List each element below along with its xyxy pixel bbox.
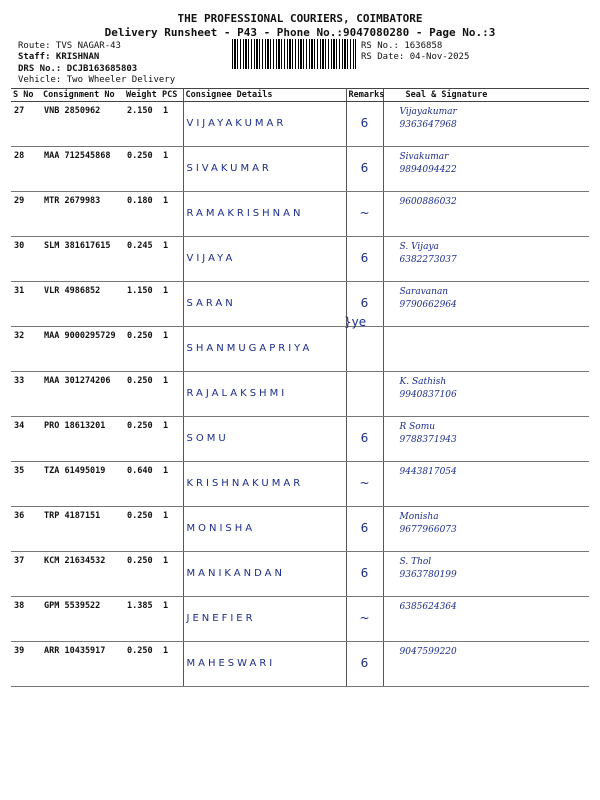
cell-sno: 36 (11, 507, 41, 552)
table-row (11, 237, 589, 282)
cell-weight: 0.640 (124, 462, 160, 507)
cell-remarks (346, 507, 383, 552)
signature-name: Vijayakumar (399, 107, 457, 117)
col-header-sno: S No (11, 89, 41, 102)
remark-mark: ~ (359, 206, 370, 220)
signature-name: K. Sathish (399, 377, 447, 387)
cell-pcs: 1 (160, 102, 183, 147)
col-header-consignee: Consignee Details (183, 89, 346, 102)
cell-consignment: VNB 2850962 (41, 102, 124, 147)
cell-remarks (346, 462, 383, 507)
cell-signature (383, 552, 589, 597)
cell-consignment: MAA 301274206 (41, 372, 124, 417)
cell-sno: 34 (11, 417, 41, 462)
col-header-signature: Seal & Signature (383, 89, 589, 102)
cell-consignee (183, 282, 346, 327)
cell-consignee (183, 237, 346, 282)
table-row (11, 597, 589, 642)
table-row (11, 282, 589, 327)
consignee-name: SARAN (186, 298, 236, 309)
cell-signature (383, 417, 589, 462)
cell-consignee (183, 462, 346, 507)
cell-pcs: 1 (160, 552, 183, 597)
remark-mark: 6 (360, 566, 369, 580)
table-row (11, 507, 589, 552)
cell-signature (383, 462, 589, 507)
cell-sno: 35 (11, 462, 41, 507)
cell-sno: 32 (11, 327, 41, 372)
drs-number: DRS No.: DCJB163685803 (18, 64, 138, 74)
cell-signature (383, 192, 589, 237)
cell-pcs: 1 (160, 417, 183, 462)
col-header-pcs: PCS (160, 89, 183, 102)
cell-remarks (346, 552, 383, 597)
remark-mark: 6 (360, 251, 369, 265)
signature-name: Saravanan (399, 287, 449, 297)
cell-pcs: 1 (160, 282, 183, 327)
signature-phone: 9363647968 (399, 120, 457, 130)
vehicle-label: Vehicle: Two Wheeler Delivery (18, 75, 176, 85)
cell-pcs: 1 (160, 642, 183, 687)
consignee-name: MONISHA (186, 523, 256, 534)
cell-sno: 38 (11, 597, 41, 642)
signature-phone: 9894094422 (399, 165, 457, 175)
cell-remarks (346, 327, 383, 372)
cell-weight: 0.250 (124, 372, 160, 417)
consignee-name: RAMAKRISHNAN (186, 208, 304, 219)
cell-consignment: TRP 4187151 (41, 507, 124, 552)
cell-weight: 0.250 (124, 642, 160, 687)
cell-pcs: 1 (160, 192, 183, 237)
cell-pcs: 1 (160, 327, 183, 372)
signature-phone: 9940837106 (399, 390, 457, 400)
cell-remarks (346, 417, 383, 462)
cell-consignment: ARR 10435917 (41, 642, 124, 687)
cell-pcs: 1 (160, 462, 183, 507)
col-header-weight: Weight (124, 89, 160, 102)
cell-signature (383, 372, 589, 417)
consignee-name: SIVAKUMAR (186, 163, 272, 174)
cell-pcs: 1 (160, 237, 183, 282)
table-row (11, 192, 589, 237)
cell-remarks (346, 372, 383, 417)
company-title: THE PROFESSIONAL COURIERS, COIMBATORE (177, 12, 423, 25)
cell-consignment: MTR 2679983 (41, 192, 124, 237)
cell-consignee (183, 192, 346, 237)
cell-consignment: MAA 712545868 (41, 147, 124, 192)
table-row (11, 102, 589, 147)
cell-weight: 0.250 (124, 552, 160, 597)
cell-sno: 37 (11, 552, 41, 597)
cell-weight: 0.250 (124, 147, 160, 192)
cell-weight: 1.385 (124, 597, 160, 642)
signature-phone: 9443817054 (399, 467, 457, 477)
table-row (11, 642, 589, 687)
remark-mark: ~ (359, 476, 370, 490)
cell-consignee (183, 597, 346, 642)
cell-sno: 39 (11, 642, 41, 687)
consignee-name: KRISHNAKUMAR (186, 478, 304, 489)
cell-consignee (183, 507, 346, 552)
table-row (11, 372, 589, 417)
bracket-scribble: }ye (344, 315, 367, 329)
cell-consignee (183, 417, 346, 462)
col-header-remarks: Remarks (346, 89, 383, 102)
rs-date: RS Date: 04-Nov-2025 (361, 52, 470, 62)
table-row (11, 147, 589, 192)
consignee-name: SOMU (186, 433, 229, 444)
cell-weight: 0.250 (124, 507, 160, 552)
cell-consignment: KCM 21634532 (41, 552, 124, 597)
remark-mark: ~ (359, 611, 370, 625)
cell-signature (383, 327, 589, 372)
consignee-name: VIJAYAKUMAR (186, 118, 287, 129)
cell-consignee (183, 552, 346, 597)
signature-name: S. Thol (399, 557, 432, 567)
signature-phone: 9363780199 (399, 570, 457, 580)
cell-remarks (346, 192, 383, 237)
cell-sno: 30 (11, 237, 41, 282)
cell-signature (383, 237, 589, 282)
cell-signature (383, 282, 589, 327)
cell-remarks (346, 147, 383, 192)
barcode (232, 39, 356, 69)
remark-mark: 6 (360, 116, 369, 130)
cell-weight: 0.245 (124, 237, 160, 282)
cell-consignment: SLM 381617615 (41, 237, 124, 282)
consignee-name: JENEFIER (186, 613, 256, 624)
consignee-name: SHANMUGAPRIYA (186, 343, 313, 354)
signature-phone: 6382273037 (399, 255, 457, 265)
cell-remarks (346, 597, 383, 642)
cell-pcs: 1 (160, 507, 183, 552)
signature-name: R Somu (399, 422, 436, 432)
signature-phone: 9600886032 (399, 197, 457, 207)
cell-weight: 1.150 (124, 282, 160, 327)
cell-consignee (183, 102, 346, 147)
cell-weight: 0.250 (124, 327, 160, 372)
table-row (11, 552, 589, 597)
rs-number: RS No.: 1636858 (361, 41, 443, 51)
table-row (11, 417, 589, 462)
signature-name: Monisha (399, 512, 439, 522)
cell-remarks (346, 102, 383, 147)
cell-consignment: PRO 18613201 (41, 417, 124, 462)
consignee-name: VIJAYA (186, 253, 236, 264)
cell-pcs: 1 (160, 597, 183, 642)
cell-signature (383, 507, 589, 552)
cell-remarks (346, 642, 383, 687)
cell-consignee (183, 327, 346, 372)
table-row (11, 462, 589, 507)
signature-phone: 9790662964 (399, 300, 457, 310)
cell-consignee (183, 147, 346, 192)
route-label: Route: TVS NAGAR-43 (18, 41, 121, 51)
cell-consignee (183, 372, 346, 417)
cell-pcs: 1 (160, 147, 183, 192)
cell-weight: 2.150 (124, 102, 160, 147)
signature-phone: 9677966073 (399, 525, 457, 535)
remark-mark: 6 (360, 431, 369, 445)
signature-name: S. Vijaya (399, 242, 439, 252)
cell-consignment: GPM 5539522 (41, 597, 124, 642)
table-row (11, 327, 589, 372)
cell-signature (383, 597, 589, 642)
table-header-row (11, 89, 589, 102)
cell-signature (383, 642, 589, 687)
staff-label: Staff: KRISHNAN (18, 52, 100, 62)
consignee-name: RAJALAKSHMI (186, 388, 288, 399)
signature-phone: 9788371943 (399, 435, 457, 445)
cell-weight: 0.250 (124, 417, 160, 462)
signature-phone: 9047599220 (399, 647, 457, 657)
signature-name: Sivakumar (399, 152, 449, 162)
cell-signature (383, 102, 589, 147)
cell-consignee (183, 642, 346, 687)
cell-remarks (346, 237, 383, 282)
signature-phone: 6385624364 (399, 602, 457, 612)
consignee-name: MANIKANDAN (186, 568, 285, 579)
runsheet-table (11, 88, 589, 687)
cell-consignment: VLR 4986852 (41, 282, 124, 327)
remark-mark: 6 (360, 656, 369, 670)
remark-mark: 6 (360, 296, 369, 310)
cell-sno: 27 (11, 102, 41, 147)
cell-consignment: TZA 61495019 (41, 462, 124, 507)
cell-sno: 28 (11, 147, 41, 192)
cell-signature (383, 147, 589, 192)
cell-pcs: 1 (160, 372, 183, 417)
cell-sno: 29 (11, 192, 41, 237)
consignee-name: MAHESWARI (186, 658, 276, 669)
col-header-consignment: Consignment No (41, 89, 124, 102)
remark-mark: 6 (360, 521, 369, 535)
cell-consignment: MAA 9000295729 (41, 327, 124, 372)
cell-sno: 33 (11, 372, 41, 417)
remark-mark: 6 (360, 161, 369, 175)
runsheet-subtitle: Delivery Runsheet - P43 - Phone No.:9047080280 - Page No.:3 (104, 26, 496, 39)
cell-weight: 0.180 (124, 192, 160, 237)
cell-sno: 31 (11, 282, 41, 327)
